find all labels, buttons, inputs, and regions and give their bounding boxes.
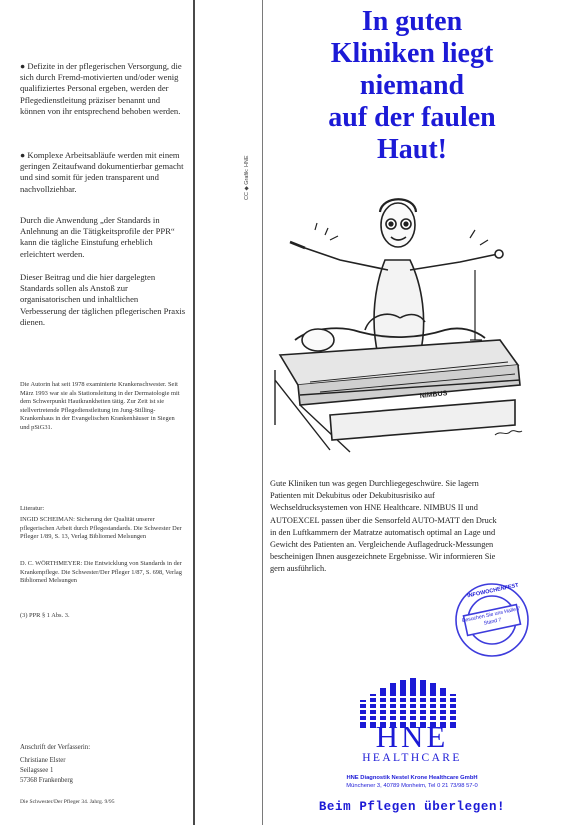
headline-line-1: In guten [361, 6, 463, 37]
headline-line-2: Kliniken liegt [330, 38, 494, 69]
address-line-1: Christiane Elster [20, 757, 66, 764]
ad-tagline: Beim Pflegen überlegen! [318, 800, 506, 814]
headline-line-5: Haut! [377, 134, 447, 165]
address-line-2: Seilagssee 1 [20, 767, 54, 774]
brand-name: HNE [375, 719, 449, 754]
column-divider-left [193, 0, 195, 825]
bullet-item-1 [20, 61, 186, 117]
bullet-icon: ● [20, 150, 26, 160]
paragraph-2: Dieser Beitrag und die hier dargelegten Standards sollen als Anstoß zur organisatorischen und inhaltlichen Verbesserung der täglichen pflegerischen Praxis dienen. [20, 272, 186, 327]
stamp-top-text: INFOWOCHENFEST [466, 582, 520, 600]
brand-subtitle: HEALTHCARE [362, 752, 462, 764]
cartoon-illustration [270, 190, 530, 455]
headline-line-4: auf der faulen [328, 102, 496, 133]
page-footer: Die Schwester/Der Pfleger 34. Jahrg. 9/95 [20, 799, 115, 805]
literature-title: Literatur: [20, 505, 45, 512]
literature-item-3: (3) PPR § 1 Abs. 3. [20, 612, 70, 619]
company-line-2: Münchener 3, 40789 Monheim, Tel 0 21 73/98 57-0 [346, 783, 478, 789]
bullet-2-text: Komplexe Arbeitsabläufe werden mit einem geringen Zeitaufwand dokumentierbar gemacht und sind somit für jeden transparent und nachvollziehbar. [20, 150, 184, 194]
bullet-item-2 [20, 150, 186, 195]
literature-item-2: D. C. WÖRTHMEYER: Die Entwicklung von Standards in der Krankenpflege. Die Schwester/Der Pfleger 1/87, S. 698, Verlag Bibliomed Melsungen [20, 560, 182, 585]
ad-body-text: Gute Kliniken tun was gegen Durchliegegeschwüre. Sie lagern Patienten mit Dekubitus oder Dekubitusrisiko auf Wechseldrucksystemen von HNE Healthcare. NIMBUS II und AUTOEXCEL passen über die Sensorfeld AUTO-MATT den Druck in den Luftkammern der Matratze automatisch optimal an Lage und Gewicht des Patienten an. Vergleichende Auflagedruck-Messungen bescheinigen Ihnen ausgezeichnete Ergebnisse. Wir informieren Sie gern ausführlich. [270, 479, 497, 574]
bullet-icon: ● [20, 61, 26, 71]
company-line-1: HNE Diagnostik Nestel Krone Healthcare GmbH [346, 775, 478, 781]
address-line-3: 57368 Frankenberg [20, 777, 73, 784]
address-title: Anschrift der Verfasserin: [20, 744, 91, 751]
author-bio: Die Autorin hat seit 1978 examinierte Krankenschwester. Seit März 1993 war sie als Stationsleitung in der Dermatologie mit dem Schwerpunkt Hautkrankheiten tätig. Zur Zeit ist sie stellvertretende Pflegedienstleitung im Jung-Stilling-Krankenhaus in der Evangelischen Krankenhäuser in Siegen und pSiG31. [20, 381, 180, 431]
headline-line-3: niemand [359, 70, 465, 101]
company-info [262, 774, 562, 790]
paragraph-1: Durch die Anwendung „der Standards in Anlehnung an die Tätigkeitsprofile der PPR“ kann die tägliche Einstufung erheblich erleichtert werden. [20, 215, 175, 259]
ad-headline [262, 6, 562, 166]
literature-item-1: INGID SCHEIMAN: Sicherung der Qualität unserer pflegerischen Arbeit durch Pflegestandards. Die Schwester Der Pfleger 1/89, S. 13, Verlag Bibliomed Melsungen [20, 516, 182, 541]
bullet-1-text: Defizite in der pflegerischen Versorgung, die sich durch Fremd-motivierten und/oder wenig qualifiziertes Personal ergeben, werden der Pflegedienstleitung präziser benannt und können von ihr entsprechend behoben werden. [20, 61, 182, 116]
cartoon-credit: CC ◆ Grafik: HNE [244, 155, 250, 200]
cartoon-bed-label: NIMBUS [419, 390, 448, 400]
stamp-mid-text: Besuchen Sie uns Halle 7 Stand 7 [461, 605, 521, 627]
